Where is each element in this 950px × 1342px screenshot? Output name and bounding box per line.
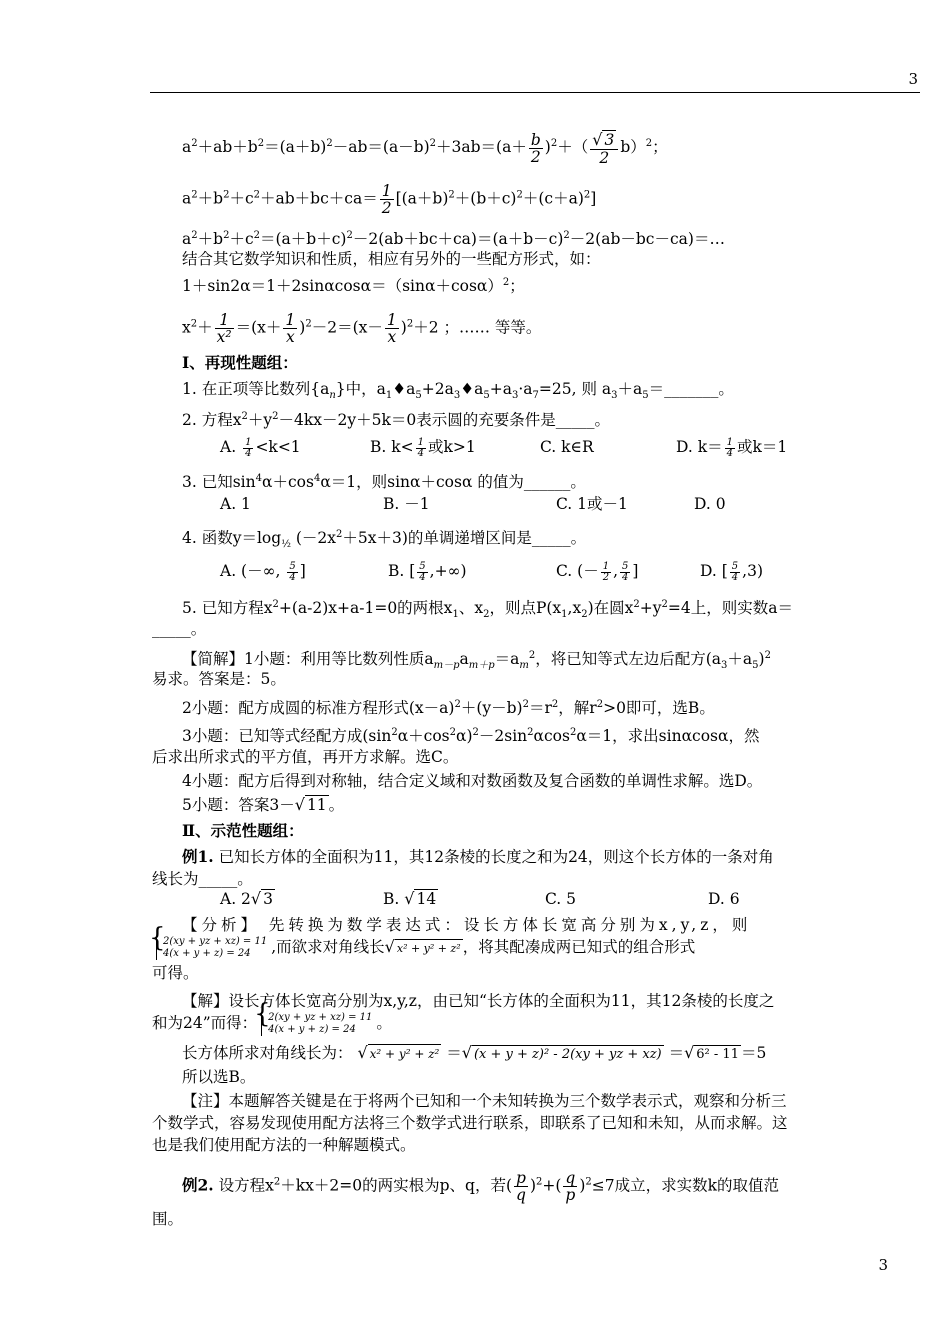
q3-option-b: B. －1	[383, 495, 430, 513]
formula-line-1: $a^2+ab+b^2=(a+b)^2-ab=(a-b)^2+3ab=(a+$ $\frac{b}{2}$ )$^2$＋（ $\frac{√ 3}{2}$ b）$^2$；	[182, 130, 668, 167]
solution-3: 3小题：已知等式经配方成$(\sin^2\alpha+\cos^2\alpha)^2-2\sin^2\alpha\cos^2\alpha=1$，求出sinαcosα，然	[182, 727, 760, 745]
example-1: 例1. 已知长方体的全面积为11，其12条棱的长度之和为24，则这个长方体的一条对角	[182, 847, 774, 866]
note-line-3: 也是我们使用配方法的一种解题模式。	[152, 1136, 416, 1154]
solution-2: 2小题：配方成圆的标准方程形式$(x-a)^2+(y-b)^2=r^2$，解$r^2>0$即可，选B。	[182, 699, 715, 717]
note-line-2: 个数学式，容易发现使用配方法将三个数学式进行联系，即联系了已知和未知，从而求解。这	[152, 1114, 788, 1132]
solution-ex1-diagonal: 长方体所求对角线长为： √ x² + y² + z² ＝√ (x + y + z)² - 2(xy + yz + xz) ＝√ 6² - 11 ＝5	[182, 1043, 767, 1062]
solution-ex1-answer: 所以选B。	[182, 1068, 256, 1086]
q2-option-d: D. k＝ $\frac{1}{4}$ 或k＝1	[676, 436, 788, 459]
question-5: 5. 已知方程$x^2+(a-2)x+a-1=0$的两根$x_1$、$x_2$，则点$P(x_1,x_2)$在圆$x^2+y^2=4$上，则实数a＝	[182, 599, 793, 620]
formula-line-3: $a^2+b^2+c^2=(a+b+c)^2-2(ab+bc+ca)=(a+b-c)^2-2(ab-bc-ca)=\dots$	[182, 230, 725, 248]
fraction: $\frac{1}{\text{x²}}$	[216, 311, 232, 346]
formula-line-6: $x^2+$ $\frac{1}{\text{x²}}$ ＝(x＋ $\frac{1}{x}$ )$^2$－2＝(x－ $\frac{1}{x}$ )$^2$＋2 ；…… 等等。	[182, 311, 542, 346]
question-1: 1. 在正项等比数列$\{a_n\}$中，$a_1♦a_5+2a_3♦a_5+a_3\cdot a_7=25$, 则 $a_3+a_5=\_\_\_\_\_\_\_$。	[182, 380, 734, 401]
header-page-number: 3	[908, 70, 918, 88]
equation-system: { 2(xy + yz + xz) = 11 4(x + y + z) = 24	[261, 1012, 372, 1036]
q4-option-b: B. [ $\frac{5}{4}$ ,+∞)	[388, 560, 467, 583]
fraction: $\frac{√ 3}{2}$	[590, 130, 618, 166]
q2-option-a: A. $\frac{1}{4}$ <k<1	[220, 436, 301, 459]
example-2-cont: 围。	[152, 1210, 184, 1228]
header-rule	[150, 92, 920, 93]
q4-option-d: D. [ $\frac{5}{4}$ ,3)	[700, 560, 763, 583]
q3-option-d: D. 0	[694, 495, 726, 513]
solution-ex1-cont: 和为24”而得： { 2(xy + yz + xz) = 11 4(x + y + z) = 24 。	[152, 1012, 392, 1036]
solution-5: 5小题：答案3－√ 11 。	[182, 795, 345, 814]
solution-4: 4小题：配方后得到对称轴，结合定义域和对数函数及复合函数的单调性求解。选D。	[182, 772, 763, 790]
formula-line-2: $a^2+b^2+c^2+ab+bc+ca=$ $\frac{1}{2}$ $[(a+b)^2+(b+c)^2+(c+a)^2]$	[182, 182, 597, 217]
solution-1-cont: 易求。答案是：5。	[152, 670, 286, 688]
question-4: 4. 函数$y=\log_{\frac{1}{2}}$ $(-2x^2+5x+3)$的单调递增区间是_____。	[182, 529, 587, 550]
section-2-title: Ⅱ、示范性题组：	[182, 821, 304, 840]
q4-option-a: A. (－∞, $\frac{5}{4}$ ]	[220, 560, 306, 583]
q3-option-c: C. 1或－1	[556, 495, 628, 513]
analysis-1-end: 可得。	[152, 964, 199, 982]
fraction: $\frac{1}{2}$	[381, 182, 392, 217]
q3-option-a: A. 1	[220, 495, 251, 513]
fraction: $\frac{p}{q}$	[516, 1169, 526, 1204]
q4-option-c: C. (－ $\frac{1}{2}$ , $\frac{5}{4}$ ]	[556, 560, 639, 583]
ex1-option-a: A. 2√ 3	[220, 889, 273, 908]
equation-system: { 2(xy + yz + xz) = 11 4(x + y + z) = 24	[156, 936, 267, 960]
note-line-1: 【注】本题解答关键是在于将两个已知和一个未知转换为三个数学表示式，观察和分析三	[182, 1092, 787, 1110]
question-2: 2. 方程$x^2+y^2-4kx-2y+5k=0$表示圆的充要条件是_____。	[182, 411, 610, 429]
example-1-cont: 线长为_____。	[152, 870, 253, 888]
fraction: $\frac{q}{p}$	[565, 1169, 576, 1204]
section-1-title: Ⅰ、再现性题组：	[182, 353, 298, 372]
ex1-option-b: B. √ 14	[383, 889, 437, 908]
question-5-blank: _____。	[152, 620, 207, 638]
q2-option-c: C. k∈R	[540, 438, 594, 456]
q2-option-b: B. k< $\frac{1}{4}$ 或k>1	[370, 436, 476, 459]
fraction: $\frac{1}{x}$	[386, 311, 397, 346]
ex1-option-c: C. 5	[545, 890, 577, 908]
solution-ex1: 【解】设长方体长宽高分别为x,y,z，由已知“长方体的全面积为11，其12条棱的长度之	[182, 992, 775, 1010]
fraction: $\frac{1}{x}$	[285, 311, 296, 346]
solution-3-cont: 后求出所求式的平方值，再开方求解。选C。	[152, 748, 459, 766]
solution-1: 【简解】1小题：利用等比数列性质$a_{m-p}a_{m+p}=a_m^2$，将已知等式左边后配方$(a_3+a_5)^2$	[182, 650, 771, 671]
fraction: $\frac{b}{2}$	[530, 130, 541, 166]
analysis-1: 【分析】 先转换为数学表达式：设长方体长宽高分别为x,y,z，则	[182, 916, 752, 934]
ex1-option-d: D. 6	[708, 890, 740, 908]
question-3: 3. 已知$\sin^4\alpha+\cos^4\alpha=1$，则sinα＋cosα 的值为______。	[182, 473, 586, 491]
text-line-4: 结合其它数学知识和性质，相应有另外的一些配方形式，如：	[182, 250, 601, 268]
analysis-1-cont: { 2(xy + yz + xz) = 11 4(x + y + z) = 24 ,而欲求对角线长√ x² + y² + z² ，将其配凑成两已知式的组合形式	[152, 936, 695, 960]
footer-page-number: 3	[878, 1256, 888, 1274]
formula-line-5: $1+\sin 2\alpha=1+2\sin\alpha\cos\alpha=(\sin\alpha+\cos\alpha)^2$；	[182, 277, 525, 295]
example-2: 例2. 设方程$x^2+kx+2=0$的两实根为p、q，若( $\frac{p}{q}$ )$^2$+( $\frac{q}{p}$ )$^2$≤7成立，求实数k的取值范	[182, 1169, 780, 1204]
